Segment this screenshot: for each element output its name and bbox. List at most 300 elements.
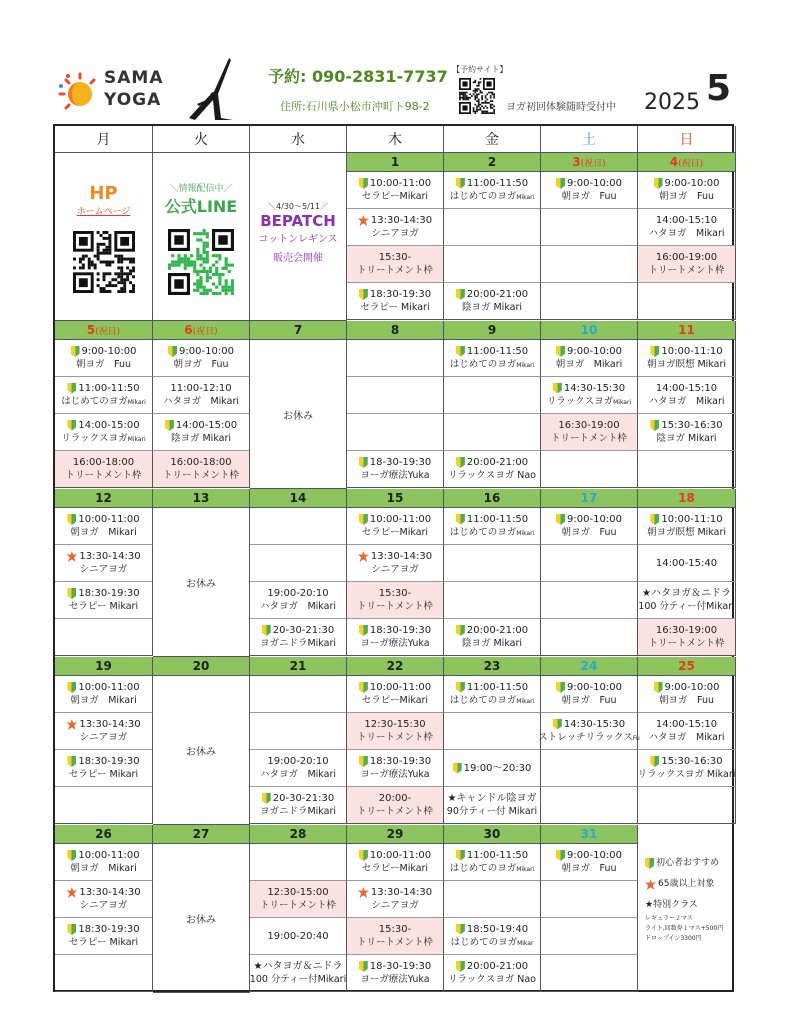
class-time: 13:30-14:30 [370,215,433,226]
class-slot[interactable] [55,414,153,451]
class-time: 20-30-21:30 [272,793,335,804]
class-time: 9:00-10:00 [567,346,622,357]
class-name-text: リラックスヨガ [546,395,614,407]
instructor-name: Mikari [516,361,535,369]
day-number[interactable] [638,657,736,676]
class-name [360,301,429,314]
class-time: 11:00-11:50 [466,849,529,861]
class-name [61,432,145,446]
day-label: 20 [192,659,210,673]
day-number[interactable] [444,657,541,676]
day-number[interactable] [153,657,250,676]
beginner-mark-icon [553,383,562,394]
reservation-phone[interactable]: 予約: 090-2831-7737 [268,67,448,86]
beginner-mark-icon [556,682,565,693]
class-slot[interactable] [347,787,444,824]
day-label: 9 [487,323,497,337]
class-slot[interactable] [444,844,541,881]
class-name-text: トリートメント枠 [648,638,725,649]
class-slot[interactable] [55,918,153,955]
class-slot [444,582,541,619]
day-label: 8 [390,323,400,337]
class-name-text: トリートメント枠 [357,937,433,948]
class-slot[interactable] [55,676,153,713]
class-time: 9:00-10:00 [567,850,622,861]
class-name [551,432,627,445]
class-name [360,768,429,781]
class-name-text: はじめてのヨガ [449,694,517,706]
class-time: 10:00-11:10 [661,514,723,525]
class-time-row [556,849,622,862]
day-number[interactable] [638,321,736,340]
class-name [357,805,433,818]
class-name [260,805,336,818]
class-name-text: 朝ヨガ Fuu [561,527,617,538]
class-slot[interactable] [250,881,347,918]
class-slot[interactable] [55,451,153,488]
class-time: 15:30-16:30 [661,756,723,767]
class-slot[interactable] [541,844,638,881]
closed-day: お休み [250,340,347,489]
class-time-row [67,755,139,768]
class-name [659,190,714,203]
day-number[interactable] [347,321,444,340]
day-label: 28 [289,827,307,841]
class-slot [541,955,638,992]
class-slot[interactable] [444,787,541,824]
day-number[interactable] [444,825,541,844]
class-name-text: セラピーMikari [361,527,429,538]
class-time: 18-30-19:30 [369,961,432,972]
class-name-text: はじめてのヨガ [450,936,518,948]
class-slot[interactable] [347,750,444,787]
class-time-row [168,345,234,358]
class-time-row [379,251,411,264]
class-slot[interactable] [347,246,444,283]
class-name-text: はじめてのヨガ [449,190,517,202]
bepatch-subtitle-2: 販売会開催 [273,253,323,264]
class-slot[interactable] [55,844,153,881]
class-slot[interactable] [250,750,347,787]
class-time: 16:00-19:00 [655,252,718,263]
class-name-text: 朝ヨガ Fuu [173,359,229,370]
senior-mark-icon [358,551,369,562]
class-slot[interactable] [541,508,638,545]
class-name [260,600,336,613]
beginner-mark-icon [553,719,562,730]
class-name [648,395,724,408]
class-slot[interactable] [444,172,541,209]
class-slot[interactable] [638,508,736,545]
day-number[interactable] [638,489,736,508]
beginner-mark-icon [456,289,465,300]
class-slot[interactable] [55,377,153,414]
class-slot[interactable] [153,414,250,451]
day-number[interactable] [55,321,153,340]
class-slot[interactable] [541,340,638,377]
class-time-row [654,681,720,694]
class-time: 18:50-19:40 [466,923,529,935]
dow-header: 月 [55,126,153,153]
class-time-row [650,345,722,358]
class-slot[interactable] [347,676,444,713]
class-name [648,731,724,744]
class-slot[interactable] [55,545,153,582]
class-slot[interactable] [541,377,638,414]
class-slot[interactable] [55,582,153,619]
class-slot[interactable] [153,451,250,488]
class-name-text: ヨーガ療法Yuka [360,974,430,985]
class-name-text: ヨガニドラMikari [259,806,337,817]
class-slot [347,377,444,414]
legend-special-label: ★特別クラス [645,900,698,910]
class-slot[interactable] [444,918,541,955]
class-slot[interactable] [250,582,347,619]
class-time-row [456,681,528,694]
class-time-row [456,960,528,973]
day-number[interactable] [55,489,153,508]
beginner-mark-icon [67,756,76,767]
beginner-mark-icon [456,682,465,693]
class-name-text: トリートメント枠 [648,265,725,276]
class-name-text: ハタヨガ Mikari [259,769,337,780]
class-slot[interactable] [638,713,736,750]
class-time-row [359,755,431,768]
class-name-text: 90分ティー付 Mikari [446,806,538,817]
class-slot [347,340,444,377]
class-slot [638,283,736,320]
hp-subtitle: ホームページ [76,207,131,217]
class-slot[interactable] [541,676,638,713]
class-slot[interactable] [444,750,541,787]
day-number[interactable] [153,321,250,340]
day-number[interactable] [541,321,638,340]
class-name [647,526,726,539]
class-slot[interactable] [638,414,736,451]
class-slot[interactable] [55,713,153,750]
class-name-text: リラックスヨガ Nao [448,974,536,985]
class-slot[interactable] [55,881,153,918]
class-name-text: セラピーMikari [361,863,429,874]
class-name-text: 朝ヨガ Fuu [561,863,617,874]
beginner-mark-icon [654,682,663,693]
class-slot[interactable] [250,918,347,955]
class-slot [541,787,638,824]
day-number[interactable] [541,657,638,676]
instructor-name: Mikari [516,865,535,873]
class-name [171,432,231,445]
bepatch-notice [250,153,347,321]
class-name-text: 朝ヨガ Fuu [659,695,714,706]
class-name [647,358,726,371]
class-time: 13:30-14:30 [370,551,433,562]
class-name-text: ハタヨガ Mikari [648,396,725,407]
day-number[interactable] [250,321,347,340]
class-slot[interactable] [541,414,638,451]
class-slot[interactable] [347,844,444,881]
class-slot[interactable] [538,713,640,750]
day-number[interactable] [541,489,638,508]
class-slot[interactable] [444,619,541,656]
reservation-qr-code-icon[interactable] [459,78,495,114]
class-slot[interactable] [347,209,444,246]
class-slot[interactable] [250,787,347,824]
class-slot[interactable] [638,582,736,619]
day-number[interactable] [638,153,736,172]
day-number[interactable] [347,657,444,676]
class-time-row [267,587,328,600]
class-time-row [656,624,717,637]
class-name-text: シニアヨガ [371,900,419,911]
class-slot [444,545,541,582]
class-name [447,805,537,818]
class-name [80,563,128,576]
class-name-text: ヨガニドラMikari [259,638,337,649]
senior-mark-icon [358,215,369,226]
class-time: ★ハタヨガ＆ニドラ [642,588,731,599]
class-slot[interactable] [347,451,444,488]
class-slot[interactable] [444,451,541,488]
class-time: 11:00-11:50 [78,382,140,394]
day-label: 5 [86,323,96,337]
day-number[interactable] [250,657,347,676]
class-name [450,190,535,204]
class-slot[interactable] [250,619,347,656]
class-time: 19:00-20:10 [267,588,329,599]
class-slot[interactable] [638,377,736,414]
day-number[interactable] [444,153,541,172]
class-slot[interactable] [347,283,444,320]
class-name [562,694,617,707]
class-time-row [67,923,139,936]
class-slot[interactable] [638,750,736,787]
day-number[interactable] [347,825,444,844]
day-number[interactable] [153,825,250,844]
class-slot[interactable] [347,545,444,582]
class-slot[interactable] [638,246,736,283]
class-time-row [456,513,528,526]
price-regular: レギュラー２マス [645,915,694,922]
class-slot [541,619,638,656]
class-slot[interactable] [55,340,153,377]
class-time: 18-30-19:30 [369,457,432,468]
beginner-mark-icon [71,346,80,357]
class-slot [541,545,638,582]
class-slot[interactable] [347,582,444,619]
beginner-mark-icon [359,289,368,300]
class-name [357,600,433,613]
day-number[interactable] [55,657,153,676]
class-name-text: トリートメント枠 [65,470,142,481]
class-name [450,694,535,708]
line-notice[interactable] [153,153,250,321]
line-qr-code-icon[interactable] [168,229,234,295]
class-time: 18:30-19:30 [78,588,140,599]
class-slot[interactable] [347,619,444,656]
day-label: 25 [678,659,695,673]
dow-header: 日 [638,126,736,153]
class-slot[interactable] [444,676,541,713]
class-slot[interactable] [153,340,250,377]
class-slot[interactable] [444,283,541,320]
class-time-row [642,587,731,600]
sama-yoga-logo[interactable] [58,66,168,118]
reservation-site-label: 【予約サイト】 [452,65,508,74]
class-name [260,899,336,912]
class-slot [250,844,347,881]
class-slot[interactable] [444,955,541,992]
class-slot [541,582,638,619]
class-time-row [656,557,717,570]
class-time-row [556,177,622,190]
day-number[interactable] [444,489,541,508]
beginner-mark-icon [453,763,462,774]
class-name [70,526,137,539]
class-time-row [66,886,140,899]
class-name-text: リラックスヨガ [61,432,128,444]
class-slot[interactable] [250,955,347,992]
class-time: 11:00-11:50 [466,345,529,357]
beginner-mark-icon [456,346,465,357]
hp-qr-code-icon[interactable] [73,231,135,293]
calendar-grid [53,124,734,992]
legend-special [645,899,732,912]
class-name-text: ヨーガ療法Yuka [360,638,430,649]
class-slot[interactable] [444,340,541,377]
class-name [80,899,128,912]
day-label: 21 [289,659,307,673]
class-time-row [650,755,722,768]
class-time: 10:00-11:10 [661,346,723,357]
studio-address: 住所:石川県小松市沖町ト98-2 [280,100,430,113]
day-number[interactable] [347,489,444,508]
instructor-name: Mikari [516,697,535,705]
class-slot[interactable] [444,508,541,545]
day-number[interactable] [444,321,541,340]
day-number[interactable] [347,153,444,172]
class-slot[interactable] [55,750,153,787]
class-slot[interactable] [638,172,736,209]
senior-mark-icon [66,887,77,898]
class-slot[interactable] [638,619,736,656]
day-label: 16 [483,491,501,505]
class-slot[interactable] [347,918,444,955]
class-name [562,190,617,203]
day-number[interactable] [153,489,250,508]
class-time: 18:30-19:30 [78,924,140,935]
class-time-row [448,792,537,805]
logo-yoga-text: YOGA [104,90,162,110]
class-time-row [656,214,717,227]
class-time-row [358,214,432,227]
beginner-mark-icon [654,178,663,189]
class-slot[interactable] [638,545,736,582]
class-name [70,694,137,707]
price-dropin: ドロップイン3300円 [645,935,702,942]
class-time-row [556,345,622,358]
class-slot[interactable] [541,172,638,209]
class-time-row [359,177,431,190]
class-time: 18:30-19:30 [369,756,432,767]
day-number[interactable] [541,153,638,172]
beginner-mark-icon [67,924,76,935]
class-time: 20:00-21:00 [466,457,529,468]
class-slot[interactable] [638,676,736,713]
class-time: 12:30-15:30 [364,719,426,730]
month: 5 [706,68,732,109]
day-label: 26 [95,827,112,841]
day-number[interactable] [55,825,153,844]
class-slot [541,451,638,488]
day-number[interactable] [541,825,638,844]
beginner-mark-icon [359,756,368,767]
class-name [174,358,229,371]
class-time-row [67,681,139,694]
class-slot[interactable] [347,508,444,545]
dow-header: 土 [541,126,638,153]
class-name [80,731,128,744]
beginner-mark-icon [359,514,368,525]
class-name-text: 朝ヨガ瞑想 Mikari [646,359,727,370]
class-name [562,862,617,875]
class-slot[interactable] [347,955,444,992]
beginner-mark-icon [556,850,565,861]
class-time-row [359,456,431,469]
class-name-text: 朝ヨガ Fuu [561,191,617,202]
class-slot[interactable] [638,340,736,377]
class-name [61,395,146,409]
hp-notice[interactable] [55,153,153,321]
class-slot [55,619,153,656]
class-time: 15:30- [378,924,412,935]
class-time-row [267,755,328,768]
class-name [371,563,419,576]
class-time: 15:30-16:30 [661,420,723,431]
class-slot[interactable] [347,881,444,918]
class-slot[interactable] [347,713,444,750]
instructor-name: Mikari [127,435,146,443]
day-number[interactable] [250,489,347,508]
class-slot[interactable] [638,209,736,246]
class-name [538,731,640,745]
class-time: 9:00-10:00 [179,346,234,357]
class-time: 16:00-18:00 [72,457,135,468]
bepatch-subtitle: コットンレギンス [258,234,338,245]
day-number[interactable] [250,825,347,844]
class-time: 20-30-21:30 [272,625,335,636]
day-label: 22 [386,659,404,673]
class-time-row [558,419,619,432]
class-slot [541,881,638,918]
class-slot[interactable] [347,172,444,209]
beginner-mark-icon [556,178,565,189]
class-time-row [359,960,431,973]
senior-mark-icon [66,719,77,730]
class-name-text: セラピー Mikari [68,937,139,948]
class-name [163,469,239,482]
day-label: 18 [678,491,695,505]
instructor-name: Mikari [613,398,632,406]
class-slot[interactable] [153,377,250,414]
class-time-row [267,886,328,899]
class-name [450,862,535,876]
class-time-row [456,177,528,190]
class-slot [541,918,638,955]
class-time-row [456,923,528,936]
class-slot[interactable] [55,508,153,545]
beginner-mark-icon [168,346,177,357]
beginner-mark-icon [67,383,76,394]
